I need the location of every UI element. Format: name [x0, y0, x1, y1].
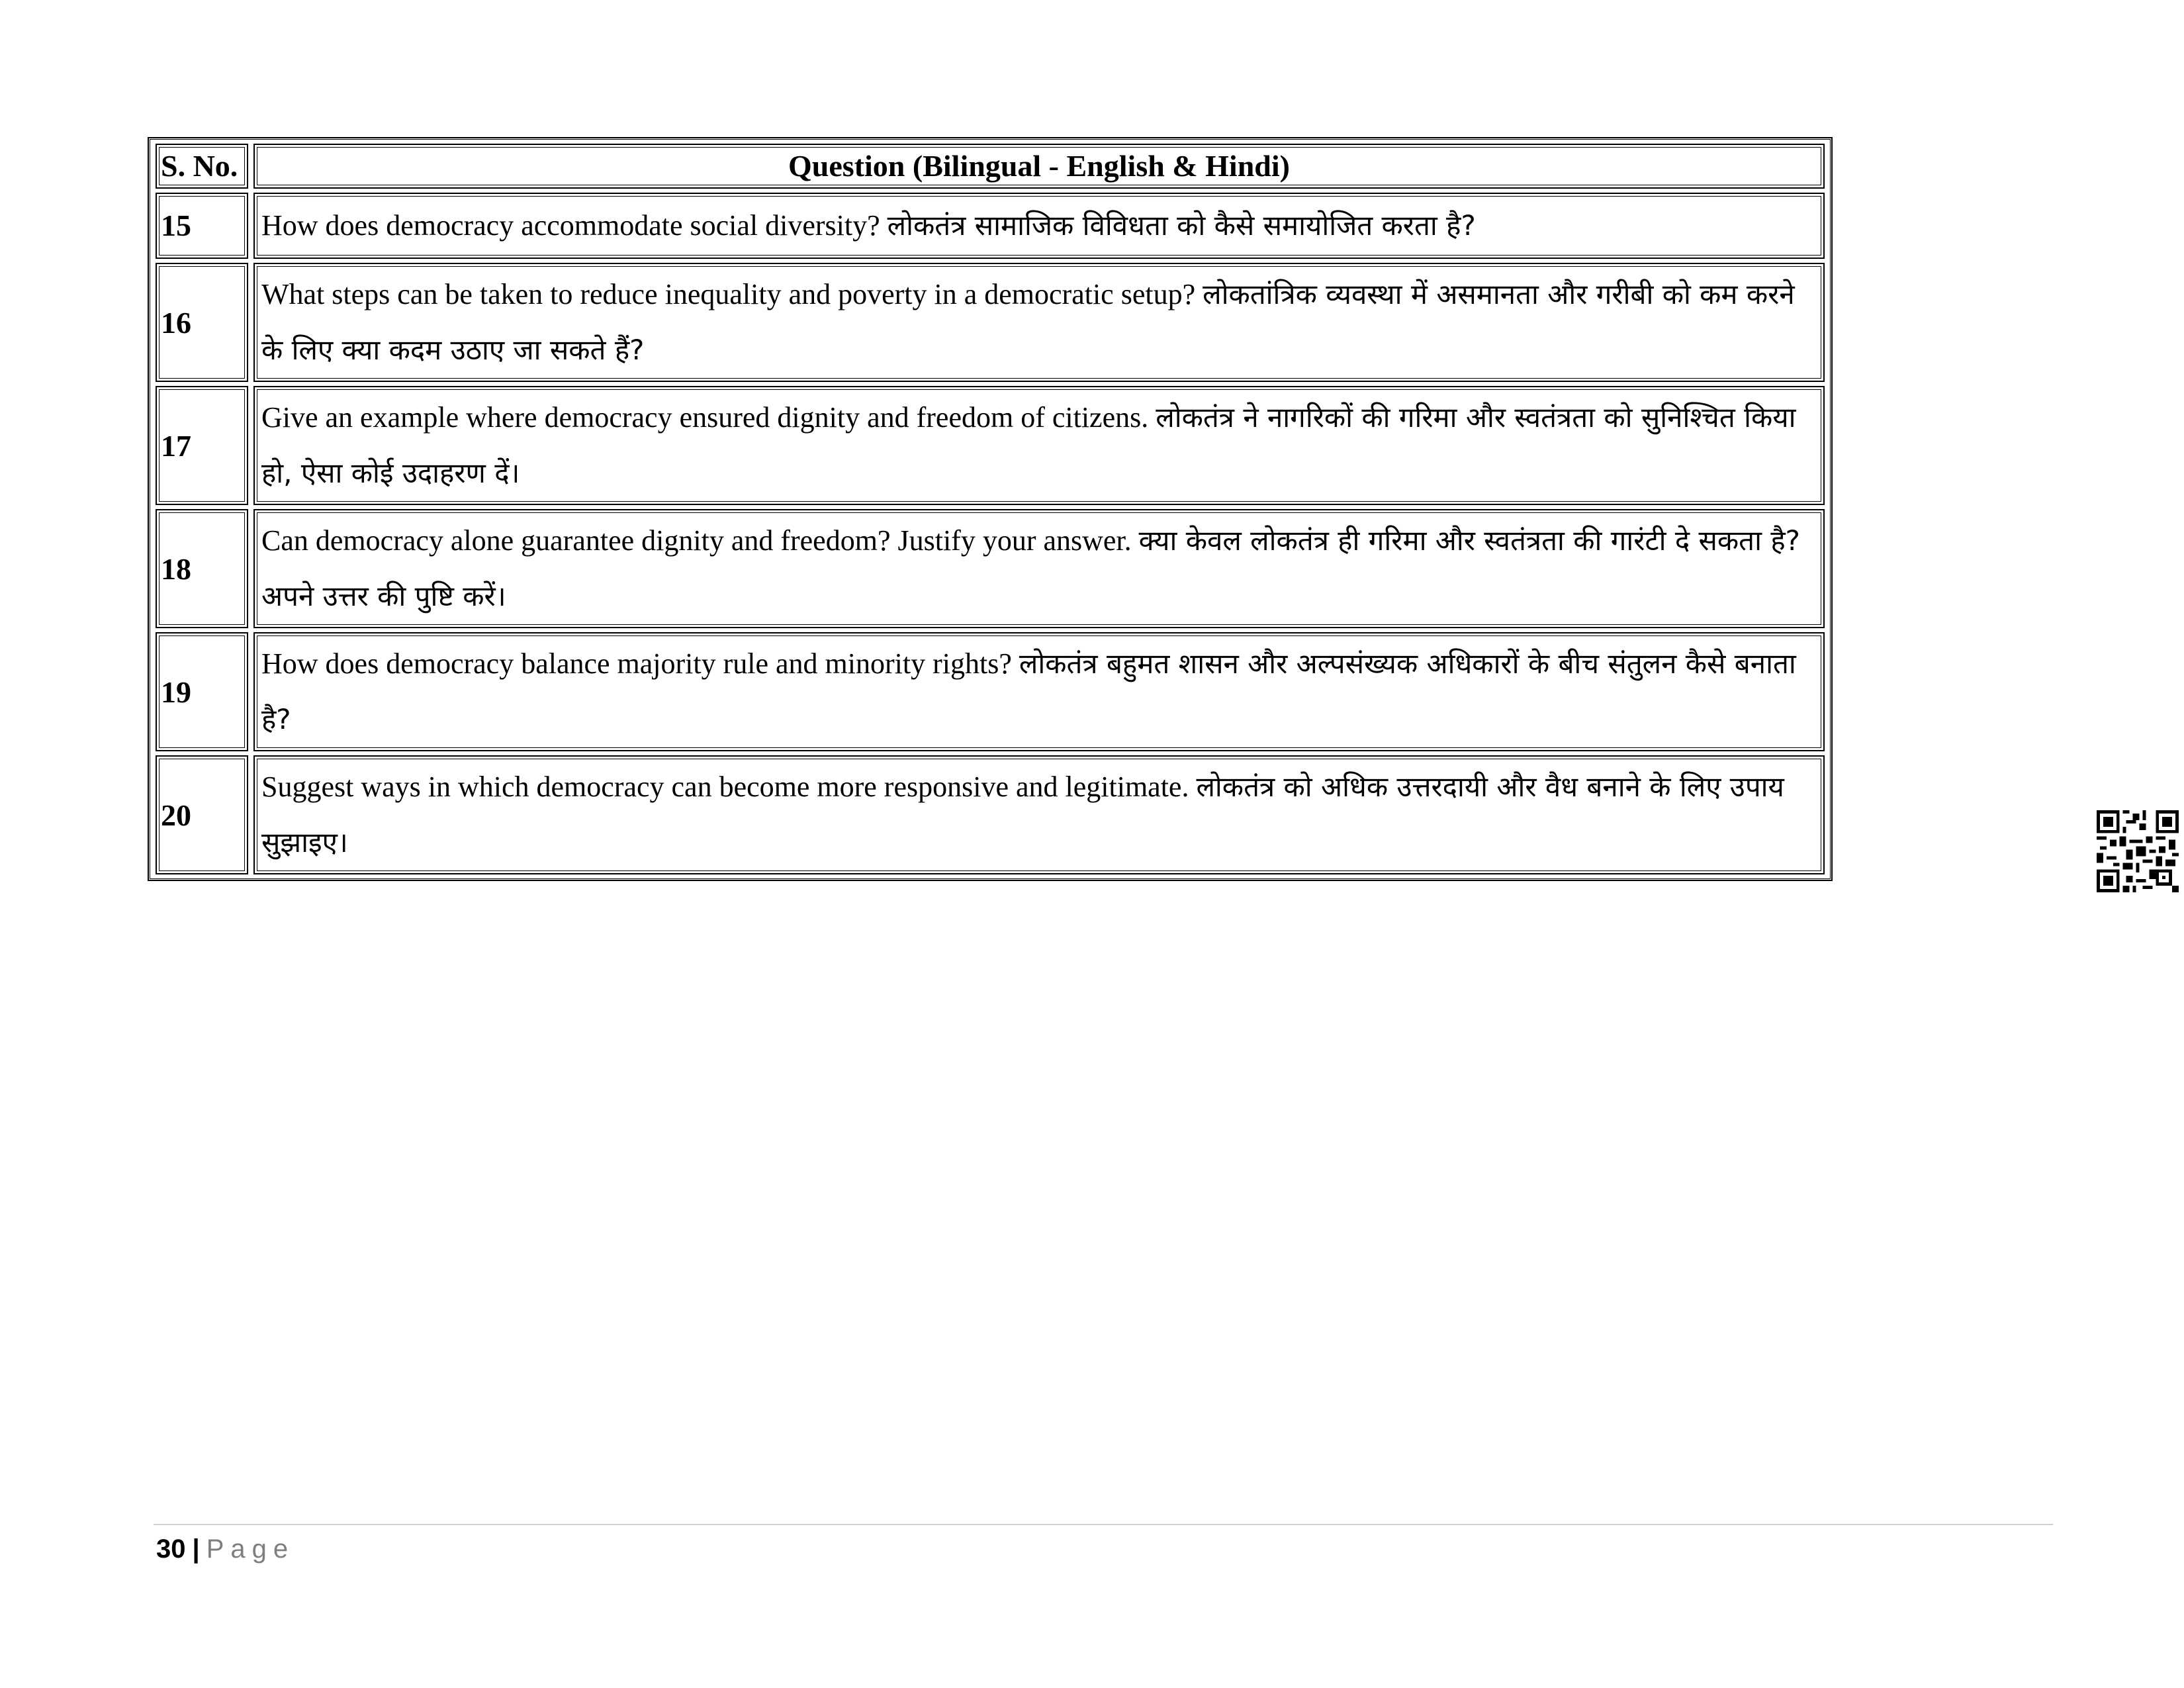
- page-number: 30: [156, 1534, 186, 1564]
- table-row: [156, 509, 1825, 628]
- question-hindi: क्या केवल लोकतंत्र ही गरिमा और स्वतंत्रता की गारंटी दे सकता है? अपने उत्तर की पुष्टि करें।: [261, 524, 1800, 612]
- header-question: Question (Bilingual - English & Hindi): [253, 144, 1825, 189]
- page-footer: [156, 1530, 295, 1568]
- question-english: Give an example where democracy ensured dignity and freedom of citizens.: [261, 401, 1149, 434]
- question-english: How does democracy balance majority rule and minority rights?: [261, 647, 1012, 680]
- qr-code-icon: [2097, 810, 2179, 892]
- row-sno: 17: [156, 386, 248, 505]
- header-sno: S. No.: [156, 144, 248, 189]
- question-hindi: लोकतंत्र ने नागरिकों की गरिमा और स्वतंत्रता को सुनिश्चित किया हो, ऐसा कोई उदाहरण दें।: [261, 401, 1796, 489]
- row-sno: 20: [156, 755, 248, 874]
- question-hindi: लोकतंत्र को अधिक उत्तरदायी और वैध बनाने के लिए उपाय सुझाइए।: [261, 771, 1784, 859]
- question-english: Suggest ways in which democracy can become more responsive and legitimate.: [261, 771, 1189, 803]
- row-sno: 15: [156, 193, 248, 259]
- question-hindi: लोकतंत्र बहुमत शासन और अल्पसंख्यक अधिकारों के बीच संतुलन कैसे बनाता है?: [261, 647, 1796, 735]
- row-question: [253, 263, 1825, 382]
- question-hindi: लोकतंत्र सामाजिक विविधता को कैसे समायोजित करता है?: [887, 209, 1476, 242]
- row-sno: 19: [156, 632, 248, 751]
- table-row: [156, 632, 1825, 751]
- table-row: [156, 263, 1825, 382]
- row-question: [253, 755, 1825, 874]
- footer-separator: |: [192, 1534, 200, 1564]
- question-hindi: लोकतांत्रिक व्यवस्था में असमानता और गरीबी को कम करने के लिए क्या कदम उठाए जा सकते हैं?: [261, 278, 1795, 366]
- table-row: [156, 386, 1825, 505]
- row-question: [253, 509, 1825, 628]
- question-table: [148, 138, 1832, 880]
- question-english: Can democracy alone guarantee dignity and freedom? Justify your answer.: [261, 524, 1132, 557]
- row-question: [253, 386, 1825, 505]
- row-question: [253, 632, 1825, 751]
- table-row: [156, 193, 1825, 259]
- row-question: [253, 193, 1825, 259]
- question-english: How does democracy accommodate social diversity?: [261, 209, 880, 242]
- table-header-row: [156, 144, 1825, 189]
- page-label: Page: [206, 1534, 295, 1564]
- row-sno: 18: [156, 509, 248, 628]
- table-row: [156, 755, 1825, 874]
- footer-divider: [154, 1524, 2053, 1525]
- question-english: What steps can be taken to reduce inequality and poverty in a democratic setup?: [261, 278, 1196, 310]
- row-sno: 16: [156, 263, 248, 382]
